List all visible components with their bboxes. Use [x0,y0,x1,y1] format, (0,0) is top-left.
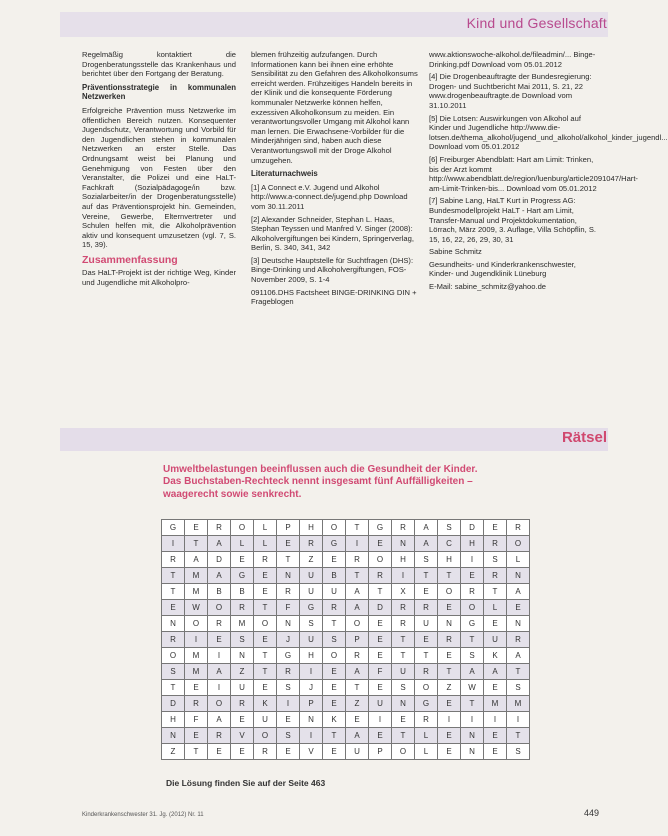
grid-cell[interactable]: E [277,536,300,552]
grid-cell[interactable]: R [231,600,254,616]
grid-cell[interactable]: O [323,648,346,664]
grid-cell[interactable]: A [208,568,231,584]
grid-cell[interactable]: S [231,632,254,648]
grid-cell[interactable]: T [415,568,438,584]
grid-cell[interactable]: H [162,712,185,728]
author-name: Sabine Schmitz [429,247,482,257]
paragraph: Regelmäßig kontaktiert die Drogenberatungsstelle das Krankenhaus und berichtet über den Fortgang der Beratung. [82,50,236,79]
grid-cell[interactable]: S [507,744,530,760]
grid-row [162,568,530,584]
grid-cell[interactable]: M [185,648,208,664]
grid-cell[interactable]: I [392,568,415,584]
grid-cell[interactable]: F [185,712,208,728]
grid-cell[interactable]: O [231,520,254,536]
reference-item: [4] Die Drogenbeauftragte der Bundesregierung: Drogen- und Suchtbericht Mai 2011, S. 21, 22 www.drogenbeauftragte.de Download vom 31.10.2011 [429,72,592,110]
grid-cell[interactable]: I [208,680,231,696]
grid-cell[interactable]: M [185,584,208,600]
grid-cell[interactable]: R [277,664,300,680]
grid-cell[interactable]: E [254,632,277,648]
reference-item: [2] Alexander Schneider, Stephan L. Haas, Stephan Teyssen und Manfred V. Singer (2008): Alkoholvergiftungen bei Kindern, Springerverlag, Berlin, S. 340, 341, 342 [251,214,414,253]
intro-line: waagerecht sowie senkrecht. [163,488,302,500]
grid-cell[interactable]: R [208,616,231,632]
grid-cell[interactable]: G [231,568,254,584]
grid-cell[interactable]: L [231,536,254,552]
grid-cell[interactable]: T [162,568,185,584]
grid-cell[interactable]: T [185,744,208,760]
grid-cell[interactable]: N [162,616,185,632]
grid-cell[interactable]: M [231,616,254,632]
grid-cell[interactable]: D [461,520,484,536]
grid-cell[interactable]: O [208,696,231,712]
grid-cell[interactable]: K [254,696,277,712]
grid-cell[interactable]: Z [346,696,369,712]
grid-row [162,696,530,712]
grid-cell[interactable]: E [369,728,392,744]
grid-cell[interactable]: S [323,632,346,648]
grid-cell[interactable]: T [392,728,415,744]
grid-cell[interactable]: K [323,712,346,728]
grid-cell[interactable]: E [415,584,438,600]
grid-cell[interactable]: B [208,584,231,600]
grid-cell[interactable]: N [438,616,461,632]
grid-cell[interactable]: G [300,600,323,616]
grid-cell[interactable]: E [438,648,461,664]
grid-row [162,680,530,696]
reference-item: [6] Freiburger Abendblatt: Hart am Limit: Trinken, bis der Arzt kommt http://www.abendblatt.de/region/luenburg/article2091047/Hart-am-Limit-Trinken-bis... Download vom 05.01.2012 [429,154,638,193]
grid-cell[interactable]: J [300,680,323,696]
grid-cell[interactable]: R [346,648,369,664]
grid-cell[interactable]: E [185,728,208,744]
grid-cell[interactable]: A [346,600,369,616]
grid-cell[interactable]: E [185,680,208,696]
grid-cell[interactable]: N [461,744,484,760]
grid-cell[interactable]: I [300,664,323,680]
grid-cell[interactable]: R [484,536,507,552]
grid-row [162,664,530,680]
grid-cell[interactable]: T [415,648,438,664]
grid-cell[interactable]: T [185,536,208,552]
grid-cell[interactable]: G [277,648,300,664]
grid-row [162,712,530,728]
grid-cell[interactable]: O [392,744,415,760]
grid-cell[interactable]: T [254,648,277,664]
grid-cell[interactable]: B [323,568,346,584]
grid-cell[interactable]: A [484,664,507,680]
grid-cell[interactable]: R [461,584,484,600]
grid-cell[interactable]: A [507,648,530,664]
grid-cell[interactable]: O [254,616,277,632]
grid-cell[interactable]: E [438,600,461,616]
grid-cell[interactable]: O [185,616,208,632]
reference-item: [1] A Connect e.V. Jugend und Alkohol http://www.a-connect.de/jugend.php Download vom 30.11.2011 [251,182,408,211]
grid-cell[interactable]: L [484,600,507,616]
grid-cell[interactable]: P [300,696,323,712]
grid-cell[interactable]: A [208,664,231,680]
grid-cell[interactable]: P [277,520,300,536]
grid-cell[interactable]: I [346,536,369,552]
grid-cell[interactable]: T [346,680,369,696]
grid-cell[interactable]: N [392,536,415,552]
grid-row [162,584,530,600]
grid-cell[interactable]: M [185,664,208,680]
grid-cell[interactable]: A [208,536,231,552]
grid-cell[interactable]: G [162,520,185,536]
reference-item: [7] Sabine Lang, HaLT Kurt in Progress AG: Bundesmodellprojekt HaLT - Hart am Limit, Transfer-Manual und Projektdokumentation, Lörrach, März 2009, 3. Auflage, Villa Schöpflin, S. 15, 16, 22, 26, 29, 30, 31 [429,196,597,244]
grid-cell[interactable]: I [185,632,208,648]
grid-cell[interactable]: O [461,600,484,616]
grid-cell[interactable]: L [507,552,530,568]
grid-cell[interactable]: F [277,600,300,616]
grid-cell[interactable]: S [162,664,185,680]
grid-cell[interactable]: E [392,712,415,728]
grid-cell[interactable]: M [484,696,507,712]
grid-cell[interactable]: A [346,584,369,600]
grid-cell[interactable]: T [438,568,461,584]
grid-cell[interactable]: U [300,568,323,584]
grid-cell[interactable]: T [254,664,277,680]
grid-cell[interactable]: K [484,648,507,664]
grid-cell[interactable]: I [277,696,300,712]
grid-cell[interactable]: T [461,632,484,648]
grid-row [162,728,530,744]
grid-cell[interactable]: S [507,680,530,696]
grid-cell[interactable]: U [323,584,346,600]
grid-cell[interactable]: T [392,632,415,648]
grid-cell[interactable]: N [507,568,530,584]
grid-cell[interactable]: R [185,696,208,712]
grid-cell[interactable]: D [208,552,231,568]
reference-item: 091106.DHS Factsheet BINGE-DRINKING DIN + Frageblogen [251,287,417,307]
grid-cell[interactable]: E [484,728,507,744]
author-email: E-Mail: sabine_schmitz@yahoo.de [429,282,547,292]
grid-cell[interactable]: A [415,536,438,552]
grid-cell[interactable]: T [369,584,392,600]
grid-cell[interactable]: H [300,648,323,664]
grid-cell[interactable]: T [438,664,461,680]
grid-cell[interactable]: E [507,600,530,616]
grid-cell[interactable]: U [415,616,438,632]
grid-cell[interactable]: O [162,648,185,664]
page-number: 449 [583,808,599,818]
grid-cell[interactable]: O [438,584,461,600]
grid-cell[interactable]: E [254,568,277,584]
grid-cell[interactable]: U [484,632,507,648]
grid-cell[interactable]: A [461,664,484,680]
grid-row [162,616,530,632]
grid-cell[interactable]: S [438,520,461,536]
grid-cell[interactable]: E [484,680,507,696]
grid-cell[interactable]: S [300,616,323,632]
grid-cell[interactable]: P [369,744,392,760]
grid-cell[interactable]: L [254,536,277,552]
grid-cell[interactable]: R [507,520,530,536]
grid-cell[interactable]: R [392,520,415,536]
subheading: Präventionsstrategie in kommunalen Netzwerken [82,82,236,102]
grid-cell[interactable]: R [392,600,415,616]
grid-cell[interactable]: R [484,568,507,584]
grid-cell[interactable]: E [415,632,438,648]
grid-cell[interactable]: U [231,680,254,696]
grid-cell[interactable]: E [438,728,461,744]
grid-cell[interactable]: M [507,696,530,712]
grid-cell[interactable]: R [346,552,369,568]
grid-cell[interactable]: E [323,744,346,760]
grid-cell[interactable]: M [185,568,208,584]
grid-cell[interactable]: A [415,520,438,536]
grid-row [162,600,530,616]
grid-cell[interactable]: E [369,680,392,696]
grid-cell[interactable]: C [438,536,461,552]
grid-cell[interactable]: E [208,744,231,760]
grid-row [162,552,530,568]
grid-cell[interactable]: T [507,664,530,680]
grid-cell[interactable]: G [323,536,346,552]
grid-cell[interactable]: H [300,520,323,536]
section-heading-summary: Zusammenfassung [82,253,178,266]
grid-cell[interactable]: V [300,744,323,760]
grid-cell[interactable]: N [300,712,323,728]
grid-cell[interactable]: R [323,600,346,616]
paragraph: blemen frühzeitig aufzufangen. Durch Informationen kann bei ihnen eine erhöhte Sensibilität zu den Gefahren des Alkoholkonsums erreicht werden. Frühzeitiges Handeln bereits in der Klinik und die konsequente Förderung kommunaler Netzwerke können helfen, exzessiven Alkoholkonsum zu meiden. Ein verantwortungsvoller Umgang mit Alkohol kann man lernen. Die Erwachsene-Vorbilder für die Minderjährigen sind, haben auch diese Verantwortungswoll mit der Droge Alkohol umzugehen. [251,50,418,165]
grid-row [162,536,530,552]
grid-cell[interactable]: E [369,536,392,552]
grid-cell[interactable]: O [415,680,438,696]
grid-cell[interactable]: R [208,520,231,536]
grid-cell[interactable]: A [208,712,231,728]
grid-cell[interactable]: H [461,536,484,552]
paragraph: Das HaLT-Projekt ist der richtige Weg, Kinder und Jugendliche mit Alkoholpro- [82,268,236,288]
grid-cell[interactable]: G [415,696,438,712]
grid-cell[interactable]: T [392,648,415,664]
grid-cell[interactable]: P [346,632,369,648]
grid-cell[interactable]: I [461,712,484,728]
grid-cell[interactable]: L [254,520,277,536]
grid-cell[interactable]: Z [438,680,461,696]
grid-cell[interactable]: X [392,584,415,600]
grid-cell[interactable]: D [369,600,392,616]
grid-cell[interactable]: T [254,600,277,616]
grid-cell[interactable]: R [369,568,392,584]
grid-cell[interactable]: R [162,552,185,568]
grid-cell[interactable]: U [346,744,369,760]
grid-cell[interactable]: O [507,536,530,552]
grid-cell[interactable]: E [254,680,277,696]
grid-cell[interactable]: N [392,696,415,712]
grid-cell[interactable]: R [300,536,323,552]
grid-cell[interactable]: E [438,744,461,760]
grid-cell[interactable]: I [484,712,507,728]
grid-cell[interactable]: H [392,552,415,568]
grid-cell[interactable]: T [323,616,346,632]
grid-cell[interactable]: T [323,728,346,744]
literature-heading: Literaturnachweis [251,169,318,179]
grid-cell[interactable]: H [438,552,461,568]
grid-cell[interactable]: T [162,680,185,696]
grid-cell[interactable]: R [277,584,300,600]
grid-cell[interactable]: O [208,600,231,616]
grid-cell[interactable]: E [369,632,392,648]
grid-cell[interactable]: E [484,744,507,760]
solution-note: Die Lösung finden Sie auf der Seite 463 [166,778,326,788]
grid-cell[interactable]: R [415,600,438,616]
grid-cell[interactable]: T [484,584,507,600]
grid-cell[interactable]: I [438,712,461,728]
grid-cell[interactable]: E [346,712,369,728]
grid-cell[interactable]: E [323,696,346,712]
puzzle-bar [60,428,608,451]
grid-cell[interactable]: I [507,712,530,728]
grid-row [162,632,530,648]
grid-cell[interactable]: I [162,536,185,552]
grid-row [162,744,530,760]
reference-item: [5] Die Lotsen: Auswirkungen von Alkohol auf Kinder und Jugendliche http://www.die-lotsen.de/thema_alkohol/jugend_und_alkohol/alkohol_kinder_jugendl... Download vom 05.01.2012 [429,113,668,152]
letter-grid [161,519,530,760]
grid-cell[interactable]: S [415,552,438,568]
grid-cell[interactable]: R [392,616,415,632]
grid-cell[interactable]: E [231,744,254,760]
grid-cell[interactable]: E [185,520,208,536]
puzzle-intro [163,464,533,501]
grid-cell[interactable]: G [461,616,484,632]
grid-cell[interactable]: I [208,648,231,664]
grid-cell[interactable]: R [254,744,277,760]
grid-cell[interactable]: I [300,728,323,744]
grid-cell[interactable]: W [185,600,208,616]
grid-cell[interactable]: S [277,680,300,696]
grid-cell[interactable]: E [323,552,346,568]
grid-cell[interactable]: T [346,568,369,584]
grid-cell[interactable]: U [300,584,323,600]
grid-cell[interactable]: E [461,568,484,584]
author-role: Gesundheits- und Kinderkrankenschwester, Kinder- und Jugendklinik Lüneburg [429,259,576,279]
grid-cell[interactable]: S [392,680,415,696]
article-column-2 [251,50,421,310]
grid-cell[interactable]: R [231,696,254,712]
reference-item: [3] Deutsche Hauptstelle für Suchtfragen (DHS): Binge-Drinking und Alkoholvergiftungen, FOS-November 2009, S. 1-4 [251,255,414,285]
grid-cell[interactable]: E [323,664,346,680]
grid-cell[interactable]: E [254,584,277,600]
paragraph: Erfolgreiche Prävention muss Netzwerke im öffentlichen Bereich nutzen. Konsequenter Jugendschutz, Verantwortung und Vorbild für den Jugendlichen stehen in kommunalen Netzwerken an erster Stelle. Das Ordnungsamt weist bei Planung und Genehmigung von Festen über den Veranstalter, die Polizei und eine HaLT-Fachkraft (Sozialpädagoge/in bzw. Sozialarbeiter/in der Drogenberatungsstelle) auf das Präventionsprojekt hin. Gemeinden, Vereine, Gewerbe, Elternvertreter und Schulen helfen mit, die Alkoholprävention aktiv und konsequent umzusetzen (vgl. 7, S. 15, 39). [82,105,236,250]
grid-cell[interactable]: E [162,600,185,616]
grid-cell[interactable]: N [507,616,530,632]
grid-cell[interactable]: E [438,696,461,712]
grid-cell[interactable]: O [369,552,392,568]
grid-cell[interactable]: E [369,616,392,632]
grid-cell[interactable]: B [231,584,254,600]
footer-journal: Kinderkrankenschwester 31. Jg. (2012) Nr. 11 [82,812,204,818]
grid-cell[interactable]: S [461,648,484,664]
grid-cell[interactable]: N [277,568,300,584]
grid-cell[interactable]: R [254,552,277,568]
grid-cell[interactable]: T [277,552,300,568]
grid-cell[interactable]: L [415,728,438,744]
grid-cell[interactable]: E [323,680,346,696]
grid-cell[interactable]: A [507,584,530,600]
grid-cell[interactable]: U [369,696,392,712]
grid-cell[interactable]: E [369,648,392,664]
grid-cell[interactable]: W [461,680,484,696]
grid-cell[interactable]: E [231,712,254,728]
grid-cell[interactable]: F [369,664,392,680]
grid-cell[interactable]: T [162,584,185,600]
article-column-1 [82,50,236,292]
grid-cell[interactable]: R [415,664,438,680]
grid-cell[interactable]: E [277,712,300,728]
grid-cell[interactable]: D [162,696,185,712]
grid-cell[interactable]: I [461,552,484,568]
grid-cell[interactable]: E [484,616,507,632]
grid-cell[interactable]: R [507,632,530,648]
grid-cell[interactable]: R [208,728,231,744]
grid-cell[interactable]: G [369,520,392,536]
grid-cell[interactable]: J [277,632,300,648]
article-column-3 [429,50,668,295]
grid-cell[interactable]: E [208,632,231,648]
grid-cell[interactable]: Z [300,552,323,568]
grid-cell[interactable]: Z [231,664,254,680]
intro-line: Umweltbelastungen beeinflussen auch die Gesundheit der Kinder. [163,464,478,475]
grid-row [162,648,530,664]
reference-item: www.aktionswoche-alkohol.de/fileadmin/... Binge-Drinking.pdf Download vom 05.01.2012 [429,50,596,69]
grid-cell[interactable]: T [507,728,530,744]
grid-cell[interactable]: R [415,712,438,728]
grid-cell[interactable]: N [231,648,254,664]
grid-cell[interactable]: R [438,632,461,648]
grid-cell[interactable]: L [415,744,438,760]
grid-cell[interactable]: U [254,712,277,728]
grid-cell[interactable]: E [277,744,300,760]
grid-cell[interactable]: A [346,664,369,680]
grid-cell[interactable]: Z [162,744,185,760]
section-title: Kind und Gesellschaft [466,15,607,31]
grid-cell[interactable]: N [461,728,484,744]
grid-cell[interactable]: E [484,520,507,536]
grid-cell[interactable]: E [231,552,254,568]
intro-line: Das Buchstaben-Rechteck nennt insgesamt fünf Auffälligkeiten – [163,476,473,488]
grid-cell[interactable]: R [162,632,185,648]
grid-cell[interactable]: O [254,728,277,744]
puzzle-title: Rätsel [561,429,607,446]
grid-cell[interactable]: U [392,664,415,680]
grid-cell[interactable]: S [277,728,300,744]
grid-cell[interactable]: V [231,728,254,744]
grid-cell[interactable]: T [461,696,484,712]
grid-cell[interactable]: A [185,552,208,568]
grid-cell[interactable]: I [369,712,392,728]
grid-cell[interactable]: N [277,616,300,632]
grid-cell[interactable]: T [346,520,369,536]
grid-cell[interactable]: O [323,520,346,536]
grid-cell[interactable]: A [346,728,369,744]
grid-cell[interactable]: N [162,728,185,744]
grid-row [162,520,530,536]
grid-cell[interactable]: O [346,616,369,632]
grid-cell[interactable]: S [484,552,507,568]
grid-cell[interactable]: U [300,632,323,648]
